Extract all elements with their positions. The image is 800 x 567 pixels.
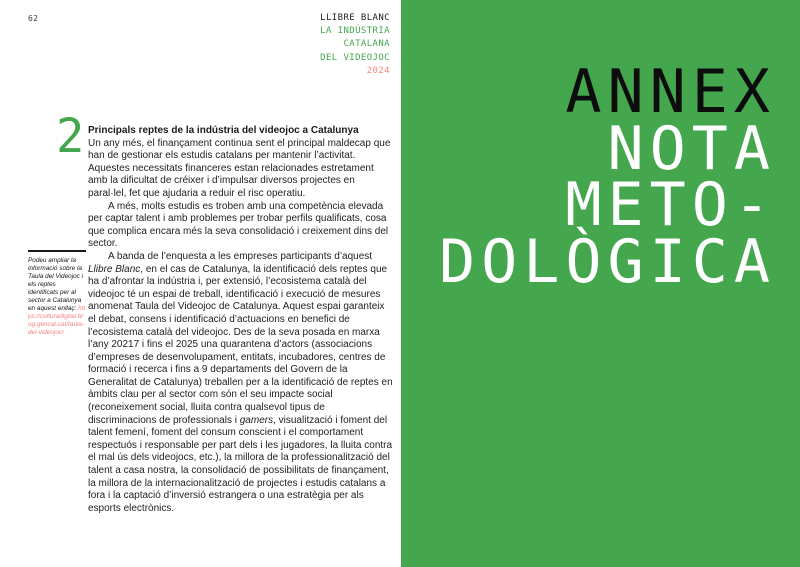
margin-note — [28, 250, 86, 337]
margin-note-text: Podeu ampliar la informació sobre la Taula del Videojoc i els reptes identificats per al sector a Catalunya en aquest enllaç: — [28, 257, 84, 312]
paragraph-3: A banda de l’enquesta a les empreses participants d’aquest Llibre Blanc, en el cas de Catalunya, la identificació dels reptes que ha d’afrontar la indústria i, per extensió, l’ecosistema català del videojoc té un espai de treball, identificació i execució de mesures anomenat Taula del Videojoc de Catalunya. Aquest espai garanteix el debat, consens i identificació d’actuacions en benefici de l’ecosistema català del videojoc. Des de la seva posada en marxa l’any 20217 i fins el 2025 una quarantena d’actors (associacions d’empreses de desenvolupament, entitats, incubadores, centres de formació i recerca i fins a 9 departaments del Govern de la Generalitat de Catalunya) treballen per a la identificació de reptes en àmbits clau per al sector com són el seu impacte social (reconeixement social, lluita contra qualsevol tipus de discriminacions de professionals i gamers, visualització i foment del talent femení, foment del consum conscient i el comportament respectuós i responsable per part dels i les jugadores, la lluita contra el mal ús dels videojocs, etc.), la millora de la professionalització del talent a casa nostra, la consolidació de possibilitats de finançament, la millora de la internacionalització de projectes i estudis catalans a fora i la captació d’inversió estrangera o una estratègia per als esports electrònics. — [88, 250, 393, 514]
annex-display-title — [439, 57, 776, 297]
margin-note-link[interactable]: https://culturadigital.blog.gencat.cat/taula-del-videojoc/ — [28, 305, 86, 336]
italic-gamers: gamers — [239, 414, 274, 426]
header-subtitle-2: CATALANA — [343, 39, 390, 50]
annex-subtitle-line-1: NOTA — [607, 113, 776, 184]
header-subtitle-1: LA INDÚSTRIA — [320, 26, 390, 37]
paragraph-2: A més, molts estudis es troben amb una competència elevada per captar talent i amb problemes per trobar perfils qualificats, cosa que complica encara més la seva consolidació i creixement dins del sector. — [88, 200, 389, 250]
right-page-annex-cover — [401, 0, 800, 567]
header-title: LLIBRE BLANC — [320, 13, 390, 23]
italic-llibre-blanc: Llibre Blanc — [88, 263, 141, 275]
body-text — [88, 125, 394, 515]
paragraph-1: Un any més, el finançament continua sent el principal maldecap que han de gestionar els estudis catalans per mantenir l’activitat. Aquestes necessitats financeres estan relacionades estretament amb la dificultat de créixer i d’impulsar diversos projectes en paral·lel, fet que ajudaria a reduir el risc operatiu. — [88, 137, 391, 199]
section-number: 2 — [56, 109, 85, 164]
header-year: 2024 — [366, 65, 390, 76]
page-number: 62 — [28, 14, 39, 23]
header-subtitle-3: DEL VIDEOJOC — [320, 52, 390, 63]
running-header — [320, 12, 390, 78]
margin-note-rule — [28, 250, 86, 252]
annex-title: ANNEX — [565, 57, 776, 127]
annex-subtitle-line-2: METO- — [565, 170, 776, 240]
section-heading: Principals reptes de la indústria del videojoc a Catalunya — [88, 125, 359, 136]
annex-subtitle-line-3: DOLÒGICA — [439, 226, 776, 297]
